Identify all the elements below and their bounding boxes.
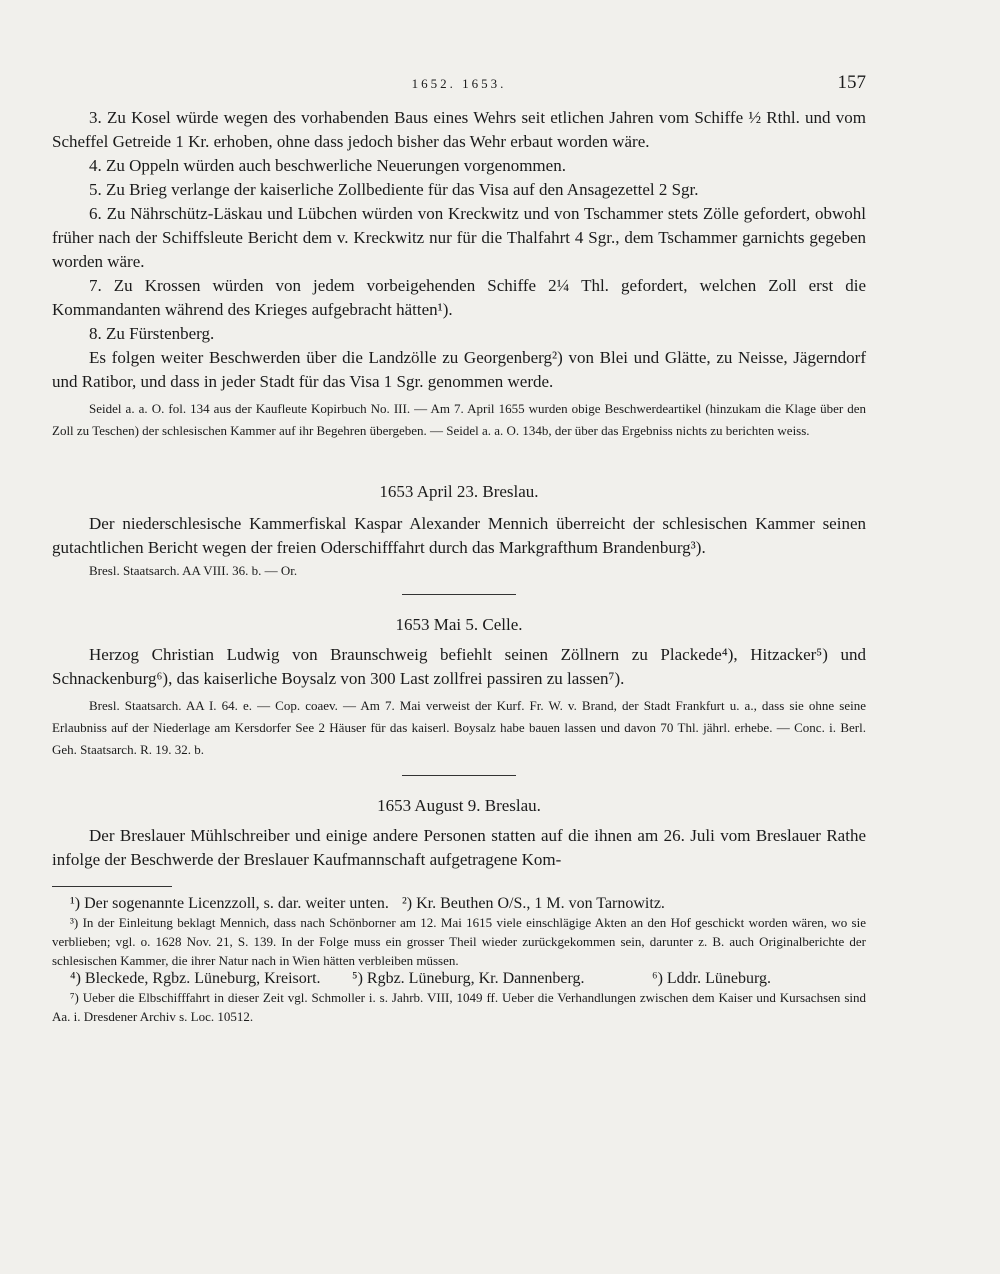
complaint-item-8: 8. Zu Fürstenberg. <box>89 324 215 343</box>
footnote-4: ⁴) Bleckede, Rgbz. Lüneburg, Kreisort. <box>70 970 321 987</box>
footnote-6: ⁶) Lddr. Lüneburg. <box>652 970 772 987</box>
entry-text-august-9: Der Breslauer Mühlschreiber und einige andere Personen statten auf die ihnen am 26. Juli vom Breslauer Rathe infolge der Beschwerde der Breslauer Kaufmannschaft aufgetragene Kom- <box>52 826 866 869</box>
complaint-item-6: 6. Zu Nährschütz-Läskau und Lübchen würden von Kreckwitz und von Tschammer stets Zölle gefordert, obwohl früher nach der Schiffsleute Bericht dem v. Kreckwitz nur für die Thalfahrt 4 Sgr., dem Tschammer garnichts gegeben worden wäre. <box>52 204 866 271</box>
source-note-3: Bresl. Staatsarch. AA I. 64. e. — Cop. coaev. — Am 7. Mai verweist der Kurf. Fr. W. v. Brand, der Stadt Frankfurt u. a., dass sie ohne seine Erlaubniss auf der Niederlage am Kersdorfer See 2 Häuser für das kaiserl. Boysalz habe bauen lassen und davon 70 Thl. jährl. erhebe. — Conc. i. Berl. Geh. Staatsarch. R. 19. 32. b. <box>52 698 866 757</box>
entry-heading-august-9: 1653 August 9. Breslau. <box>377 796 541 815</box>
source-note-1: Seidel a. a. O. fol. 134 aus der Kaufleute Kopirbuch No. III. — Am 7. April 1655 wurden obige Beschwerdeartikel (hinzukam die Klage über den Zoll zu Teschen) der schlesischen Kammer auf ihr Begehren übergeben. — Seidel a. a. O. 134b, der über das Ergebniss nichts zu berichten weiss. <box>52 401 866 438</box>
section-complaints <box>52 106 866 394</box>
page-number: 157 <box>837 72 866 93</box>
complaint-item-7: 7. Zu Krossen würden von jedem vorbeigehenden Schiffe 2¼ Thl. gefordert, welchen Zoll erst die Kommandanten während des Krieges aufgebracht hätten¹). <box>52 276 866 319</box>
footnotes <box>52 895 866 1026</box>
entry-text-mai-5: Herzog Christian Ludwig von Braunschweig befiehlt seinen Zöllnern zu Plackede⁴), Hitzacker⁵) und Schnackenburg⁶), das kaiserliche Boysalz von 300 Last zollfrei passiren zu lassen⁷). <box>52 645 866 688</box>
entry-heading-april-23: 1653 April 23. Breslau. <box>379 482 539 501</box>
footnote-row <box>52 970 866 988</box>
footnote-7: ⁷) Ueber die Elbschifffahrt in dieser Zeit vgl. Schmoller i. s. Jahrb. VIII, 1049 ff. Ueber die Verhandlungen zwischen dem Kaiser und Kursachsen sind Aa. i. Dresdener Archiv s. Loc. 10512. <box>52 990 866 1024</box>
complaint-item-5: 5. Zu Brieg verlange der kaiserliche Zollbediente für das Visa auf den Ansagezettel 2 Sgr. <box>89 180 699 199</box>
source-note-2: Bresl. Staatsarch. AA VIII. 36. b. — Or. <box>89 563 298 578</box>
entry-text-april-23: Der niederschlesische Kammerfiskal Kaspar Alexander Mennich überreicht der schlesischen Kammer seinen gutachtlichen Bericht wegen der freien Oderschifffahrt durch das Markgrafthum Brandenburg³). <box>52 514 866 557</box>
footnote-1: ¹) Der sogenannte Licenzzoll, s. dar. weiter unten. <box>70 895 389 912</box>
complaint-item-4: 4. Zu Oppeln würden auch beschwerliche Neuerungen vorgenommen. <box>89 156 566 175</box>
footnote-3: ³) In der Einleitung beklagt Mennich, dass nach Schönborner am 12. Mai 1615 viele einschlägige Akten an den Hof geschickt worden wären, wo sie verblieben; vgl. o. 1628 Nov. 21, S. 139. In der Folge muss ein grosser Theil wieder zurückgekommen sein, darunter z. B. auch Originalberichte der schlesischen Kammer, die ihrer Natur nach in Wien hätten verbleiben müssen. <box>52 915 866 968</box>
header-years: 1652. 1653. <box>411 76 507 91</box>
main-column <box>52 106 866 1026</box>
entry-heading-mai-5: 1653 Mai 5. Celle. <box>395 615 523 634</box>
running-header <box>52 72 866 96</box>
footnote-row <box>52 895 866 913</box>
complaint-item-3: 3. Zu Kosel würde wegen des vorhabenden Baus eines Wehrs seit etlichen Jahren vom Schiffe ½ Rthl. und vom Scheffel Getreide 1 Kr. erhoben, ohne dass jedoch bisher das Wehr erbaut worden wäre. <box>52 108 866 151</box>
complaint-paragraph: Es folgen weiter Beschwerden über die Landzölle zu Georgenberg²) von Blei und Glätte, zu Neisse, Jägerndorf und Ratibor, und dass in jeder Stadt für das Visa 1 Sgr. genommen werde. <box>52 348 866 391</box>
footnote-5: ⁵) Rgbz. Lüneburg, Kr. Dannenberg. <box>352 970 585 987</box>
footnote-2: ²) Kr. Beuthen O/S., 1 M. von Tarnowitz. <box>402 895 665 912</box>
